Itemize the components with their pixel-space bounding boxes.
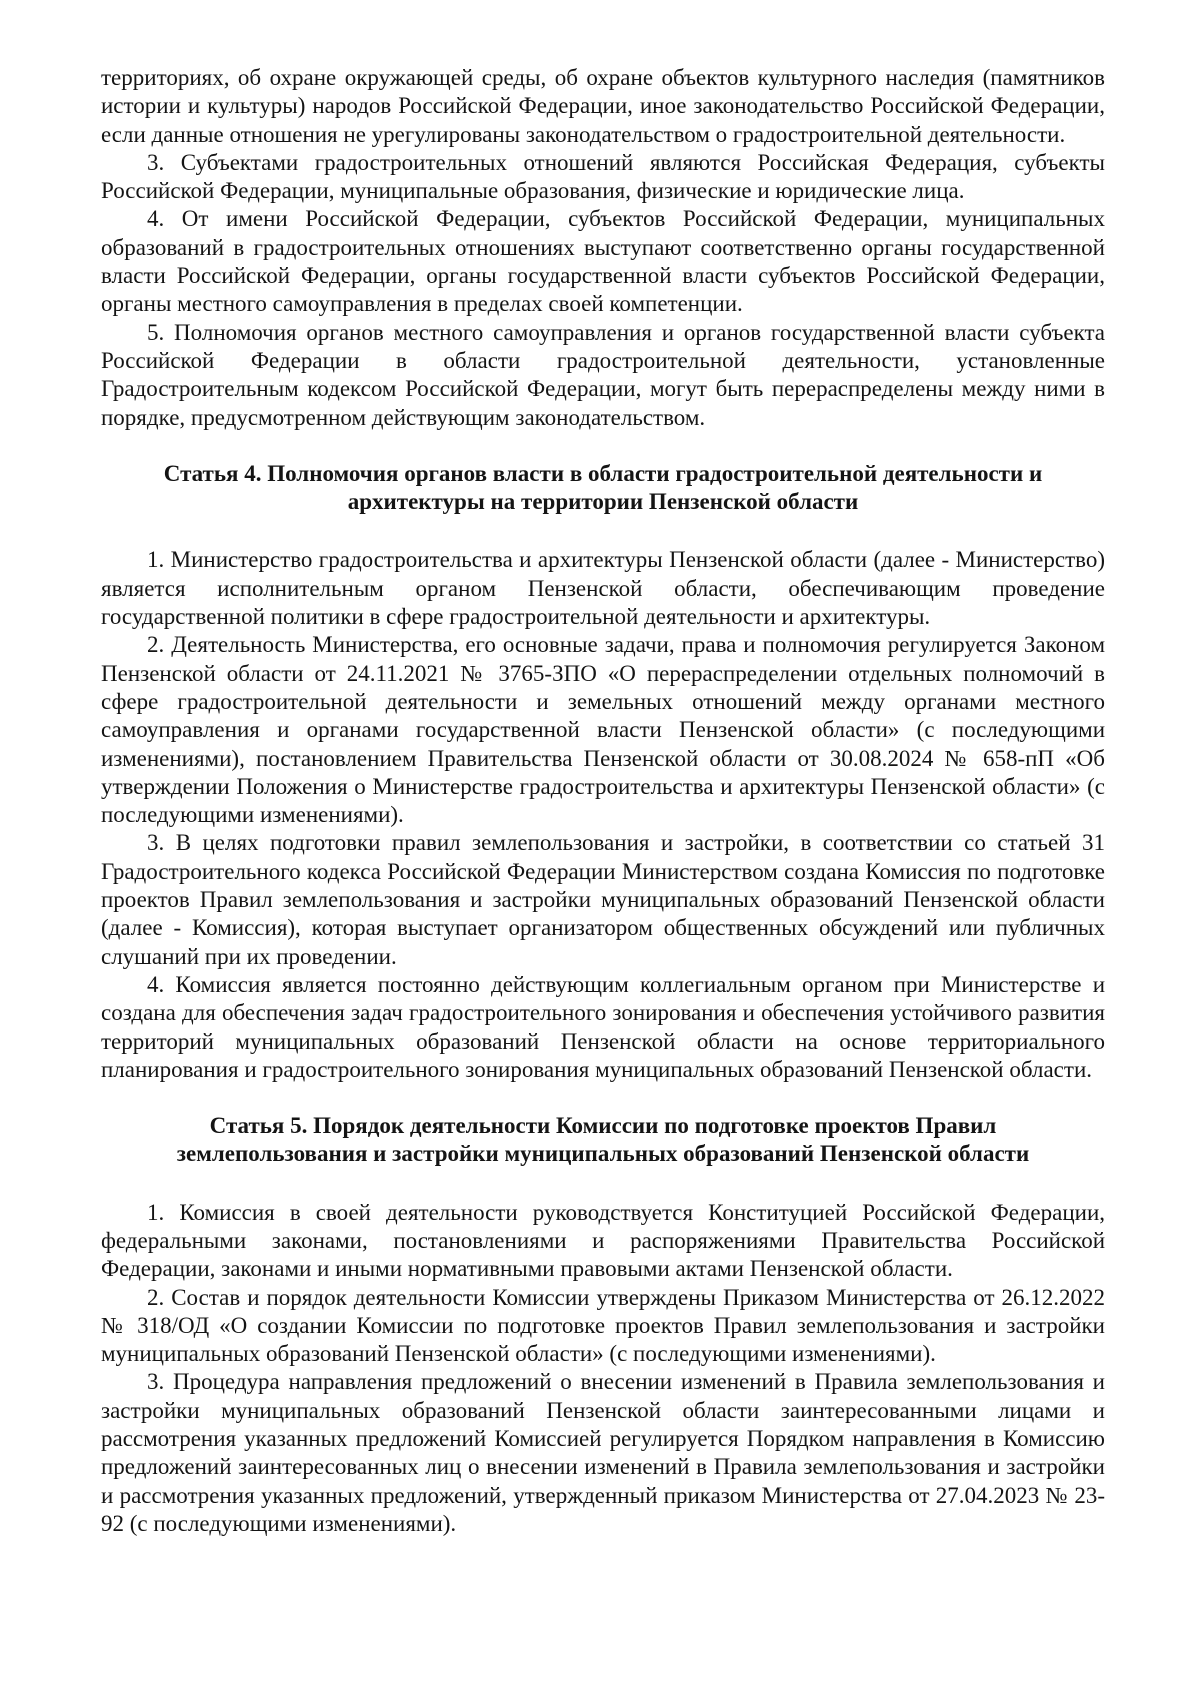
article-5-paragraph-2: 2. Состав и порядок деятельности Комиссии утверждены Приказом Министерства от 26.12.2022 № 318/ОД «О создании Комиссии по подготовке проектов Правил землепользования и застройки муниципальных образований Пензенской области» (с последующими изменениями). [101,1284,1105,1367]
article-4-paragraph-1: 1. Министерство градостроительства и архитектуры Пензенской области (далее - Министерство) является исполнительным органом Пензенской области, обеспечивающим проведение государственной политики в сфере градостроительной деятельности и архитектуры. [101,547,1105,630]
article-5-title-line-1: Статья 5. Порядок деятельности Комиссии по подготовке проектов Правил [209,1113,997,1139]
article-4-title-line-2: архитектуры на территории Пензенской области [347,489,859,515]
article-5-paragraph-3: 3. Процедура направления предложений о внесении изменений в Правила землепользования и застройки муниципальных образований Пензенской области заинтересованными лицами и рассмотрения указанных предложений Комиссией регулируется Порядком направления в Комиссию предложений заинтересованных лиц о внесении изменений в Правила землепользования и застройки и рассмотрения указанных предложений, утвержденный приказом Министерства от 27.04.2023 № 23-92 (с последующими изменениями). [101,1369,1105,1536]
paragraph-continuation: территориях, об охране окружающей среды, об охране объектов культурного наследия (памятников истории и культуры) народов Российской Федерации, иное законодательство Российской Федерации, если данные отношения не урегулированы законодательством о градостроительной деятельности. [101,65,1105,147]
article-5-title-line-2: землепользования и застройки муниципальных образований Пензенской области [176,1141,1030,1167]
article-4-paragraph-3: 3. В целях подготовки правил землепользования и застройки, в соответствии со статьей 31 Градостроительного кодекса Российской Федерации Министерством создана Комиссия по подготовке проектов Правил землепользования и застройки муниципальных образований Пензенской области (далее - Комиссия), которая выступает организатором общественных обсуждений или публичных слушаний при их проведении. [101,830,1105,969]
article-4-paragraph-2: 2. Деятельность Министерства, его основные задачи, права и полномочия регулируется Законом Пензенской области от 24.11.2021 № 3765-ЗПО «О перераспределении отдельных полномочий в сфере градостроительной деятельности и земельных отношений между органами местного самоуправления и органами государственной власти Пензенской области» (с последующими изменениями), постановлением Правительства Пензенской области от 30.08.2024 № 658-пП «Об утверждении Положения о Министерстве градостроительства и архитектуры Пензенской области» (с последующими изменениями). [101,632,1105,828]
article-4-heading [101,460,1105,517]
article-5-heading [101,1112,1105,1169]
paragraph-intro-3: 3. Субъектами градостроительных отношений являются Российская Федерация, субъекты Российской Федерации, муниципальные образования, физические и юридические лица. [101,149,1105,204]
paragraph-intro-4: 4. От имени Российской Федерации, субъектов Российской Федерации, муниципальных образований в градостроительных отношениях выступают соответственно органы государственной власти Российской Федерации, органы государственной власти субъектов Российской Федерации, органы местного самоуправления в пределах своей компетенции. [101,206,1105,317]
article-4-title-line-1: Статья 4. Полномочия органов власти в области градостроительной деятельности и [163,460,1043,486]
paragraph-intro-5: 5. Полномочия органов местного самоуправления и органов государственной власти субъекта Российской Федерации в области градостроительной деятельности, установленные Градостроительным кодексом Российской Федерации, могут быть перераспределены между ними в порядке, предусмотренном действующим законодательством. [101,319,1105,430]
article-5-paragraph-1: 1. Комиссия в своей деятельности руководствуется Конституцией Российской Федерации, федеральными законами, постановлениями и распоряжениями Правительства Российской Федерации, законами и иными нормативными правовыми актами Пензенской области. [101,1199,1105,1282]
article-4-paragraph-4: 4. Комиссия является постоянно действующим коллегиальным органом при Министерстве и создана для обеспечения задач градостроительного зонирования и обеспечения устойчивого развития территорий муниципальных образований Пензенской области на основе территориального планирования и градостроительного зонирования муниципальных образований Пензенской области. [101,971,1105,1082]
